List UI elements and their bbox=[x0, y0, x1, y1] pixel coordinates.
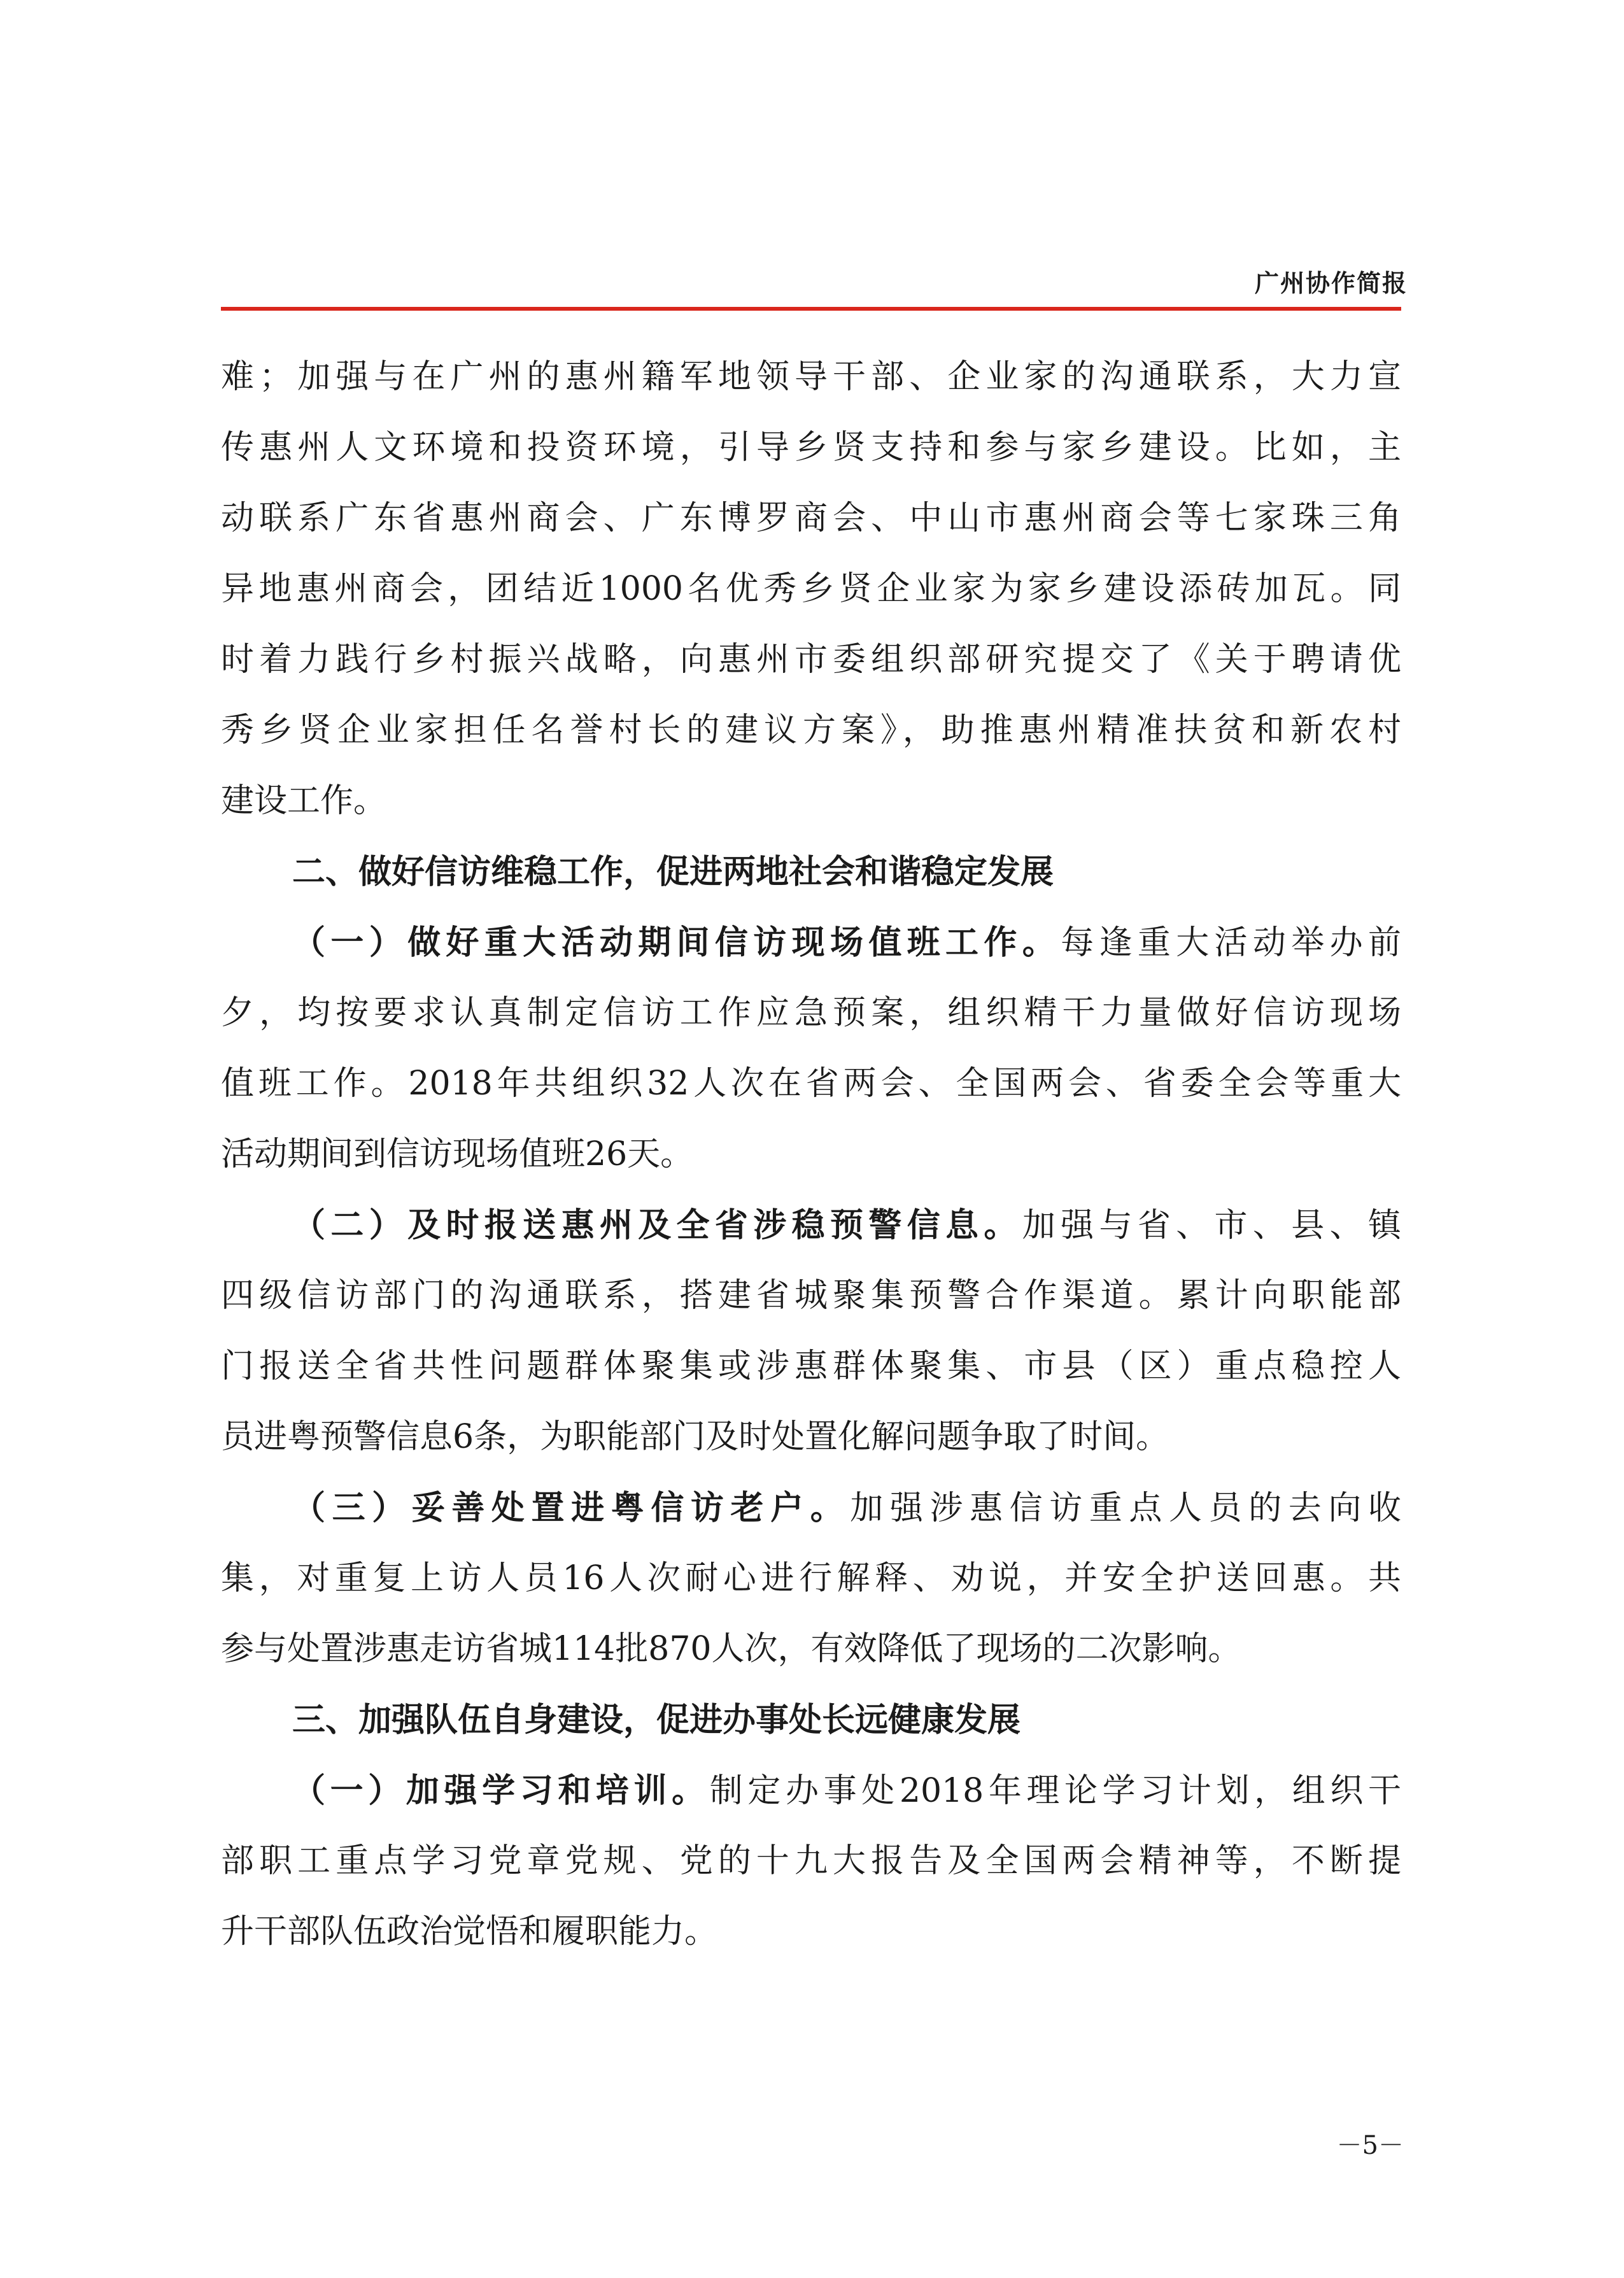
body-text: 加强涉惠信访重点人员的去向收 bbox=[850, 1489, 1401, 1527]
document-body bbox=[221, 342, 1401, 1967]
body-line: 异地惠州商会，团结近1000名优秀乡贤企业家为家乡建设添砖加瓦。同 bbox=[221, 570, 1401, 608]
body-line: 参与处置涉惠走访省城114批870人次，有效降低了现场的二次影响。 bbox=[221, 1630, 1241, 1668]
body-line: 夕，均按要求认真制定信访工作应急预案，组织精干力量做好信访现场 bbox=[221, 994, 1401, 1032]
page-number: －5－ bbox=[1336, 2131, 1404, 2160]
body-line: 时着力践行乡村振兴战略，向惠州市委组织部研究提交了《关于聘请优 bbox=[221, 640, 1401, 679]
body-line: 员进粤预警信息6条，为职能部门及时处置化解问题争取了时间。 bbox=[221, 1418, 1169, 1456]
body-line: 部职工重点学习党章党规、党的十九大报告及全国两会精神等，不断提 bbox=[221, 1842, 1401, 1880]
body-line: 值班工作。2018年共组织32人次在省两会、全国两会、省委全会等重大 bbox=[221, 1065, 1401, 1103]
body-line: 升干部队伍政治觉悟和履职能力。 bbox=[221, 1913, 718, 1951]
subsection-lead: （二）及时报送惠州及全省涉稳预警信息。 bbox=[292, 1206, 1022, 1245]
header-title: 广州协作简报 bbox=[1254, 269, 1408, 297]
subsection-first-line bbox=[221, 1190, 1401, 1261]
body-line: 四级信访部门的沟通联系，搭建省城聚集预警合作渠道。累计向职能部 bbox=[221, 1277, 1401, 1315]
body-line: 动联系广东省惠州商会、广东博罗商会、中山市惠州商会等七家珠三角 bbox=[221, 499, 1401, 537]
body-line: 建设工作。 bbox=[221, 782, 387, 820]
section-heading: 三、加强队伍自身建设，促进办事处长远健康发展 bbox=[292, 1701, 1021, 1739]
body-text: 制定办事处2018年理论学习计划，组织干 bbox=[709, 1772, 1401, 1810]
body-text: 加强与省、市、县、镇 bbox=[1022, 1206, 1401, 1245]
body-line: 秀乡贤企业家担任名誉村长的建议方案》，助推惠州精准扶贫和新农村 bbox=[221, 711, 1401, 749]
subsection-first-line bbox=[221, 907, 1401, 978]
body-line: 难；加强与在广州的惠州籍军地领导干部、企业家的沟通联系，大力宣 bbox=[221, 358, 1401, 396]
body-line: 活动期间到信访现场值班26天。 bbox=[221, 1135, 694, 1173]
subsection-first-line bbox=[221, 1473, 1401, 1543]
subsection-lead: （三）妥善处置进粤信访老户。 bbox=[292, 1489, 851, 1527]
subsection-lead: （一）做好重大活动期间信访现场值班工作。 bbox=[292, 923, 1061, 962]
body-line: 集，对重复上访人员16人次耐心进行解释、劝说，并安全护送回惠。共 bbox=[221, 1559, 1401, 1597]
section-heading: 二、做好信访维稳工作，促进两地社会和谐稳定发展 bbox=[292, 852, 1054, 891]
subsection-lead: （一）加强学习和培训。 bbox=[292, 1771, 710, 1810]
header-divider bbox=[221, 307, 1401, 311]
body-line: 传惠州人文环境和投资环境，引导乡贤支持和参与家乡建设。比如，主 bbox=[221, 428, 1401, 467]
body-line: 门报送全省共性问题群体聚集或涉惠群体聚集、市县（区）重点稳控人 bbox=[221, 1347, 1401, 1385]
subsection-first-line bbox=[221, 1755, 1401, 1826]
body-text: 每逢重大活动举办前 bbox=[1061, 924, 1401, 962]
